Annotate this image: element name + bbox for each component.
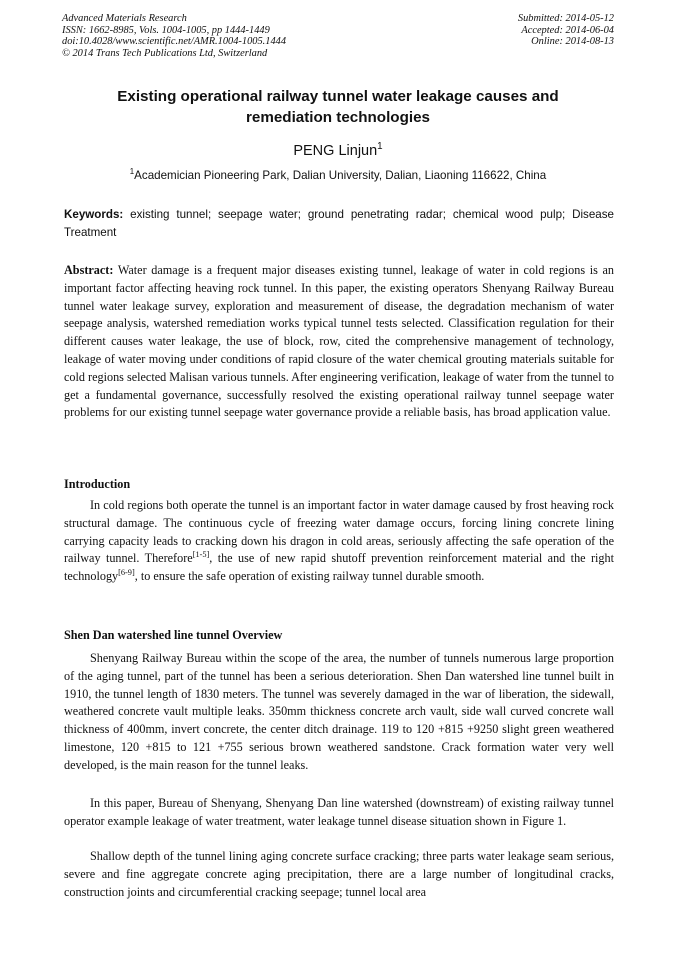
overview-heading: Shen Dan watershed line tunnel Overview: [64, 628, 283, 642]
paper-title-line-1: Existing operational railway tunnel water leakage causes and: [117, 88, 559, 105]
abstract: [64, 262, 614, 422]
overview-paragraph-1: Shenyang Railway Bureau within the scope of the area, the number of tunnels numerous large proportion of the aging tunnel, part of the tunnel has been a serious deterioration. Shen Dan watershed line tunnel built in 1910, the tunnel length of 1830 meters. The tunnel was severely damaged in the war of liberation, the sidewall, weathered concrete vault multiple leaks. 350mm thickness concrete arch vault, side wall curved concrete wall thickness of 400mm, invert concrete, the center ditch drainage. 119 to 120 +815 +9250 slight green weathered limestone, 120 +815 to 121 +755 serious brown weathered sandstone. Crack formation water very well developed, is the main reason for the tunnel leaks.: [64, 651, 614, 772]
keywords-label: Keywords:: [64, 208, 124, 221]
author-name: PENG Linjun: [293, 143, 378, 159]
online-date: Online: 2014-08-13: [531, 36, 614, 48]
introduction-heading: Introduction: [64, 477, 131, 491]
overview-paragraph-3: Shallow depth of the tunnel lining aging concrete surface cracking; three parts water leakage seam serious, severe and fine aggregate concrete aging precipitation, there are a large number of longitudinal cracks, construction joints and circumferential cracking seepage; tunnel local area: [64, 849, 614, 899]
submission-dates: [518, 13, 614, 48]
keywords: [64, 206, 614, 242]
journal-name: Advanced Materials Research: [62, 13, 187, 24]
affiliation: [62, 168, 614, 183]
journal-issn: ISSN: 1662-8985, Vols. 1004-1005, pp 1444-1449: [62, 24, 270, 36]
affiliation-mark: 1: [129, 167, 135, 177]
citation-1-5: [1-5]: [192, 550, 210, 560]
paper-title-line-2: remediation technologies: [246, 109, 430, 126]
author: [62, 142, 614, 160]
submitted-date: Submitted: 2014-05-12: [517, 13, 614, 24]
overview-paragraph-2: In this paper, Bureau of Shenyang, Shenyang Dan line watershed (downstream) of existing railway tunnel operator example leakage of water treatment, water leakage tunnel disease situation shown in Figure 1.: [64, 796, 614, 828]
author-affiliation-mark: 1: [377, 141, 383, 153]
paper-title: [62, 86, 614, 128]
introduction-paragraph: [64, 497, 614, 586]
citation-6-9: [6-9]: [118, 568, 135, 578]
keywords-text: existing tunnel; seepage water; ground penetrating radar; chemical wood pulp; Disease Treatment: [64, 208, 614, 239]
affiliation-text: Academician Pioneering Park, Dalian University, Dalian, Liaoning 116622, China: [134, 169, 547, 182]
abstract-text: Water damage is a frequent major diseases existing tunnel, leakage of water in cold regions is an important factor affecting heaving rock tunnel. In this paper, the existing operators Shenyang Railway Bureau tunnel water leakage survey, exploration and measurement of disease, the degradation mechanism of water seepage analysis, watershed remediation works typical tunnel tests selected. Classification regulation for their different causes water leakage, the use of block, row, cited the comprehensive management of technology, leakage of water moving under conditions of rapid closure of the water chemical grouting materials suitable for cold regions selected Malisan various tunnels. After engineering verification, leakage of water from the tunnel to get a fundamental governance, successfully resolved the existing operational railway tunnel seepage water problems for our existing tunnel seepage water governance provide a reliable basis, has broad application value.: [64, 263, 614, 420]
intro-text-b: , the use of new rapid shutoff prevention reinforcement material and the right technology: [64, 551, 614, 584]
journal-copyright: © 2014 Trans Tech Publications Ltd, Switzerland: [62, 47, 268, 59]
abstract-label: Abstract:: [64, 263, 114, 277]
accepted-date: Accepted: 2014-06-04: [521, 24, 614, 36]
journal-header: [62, 13, 286, 59]
intro-text-a: In cold regions both operate the tunnel is an important factor in water damage caused by frost heaving rock structural damage. The continuous cycle of freezing water damage occurs, forcing lining concrete lining carrying capacity leads to cracking down his dragon in cold areas, seriously affecting the safe operation of the railway tunnel. Therefore: [64, 498, 614, 566]
journal-doi: doi:10.4028/www.scientific.net/AMR.1004-1005.1444: [62, 36, 287, 48]
intro-text-c: , to ensure the safe operation of existing railway tunnel durable smooth.: [134, 569, 485, 584]
